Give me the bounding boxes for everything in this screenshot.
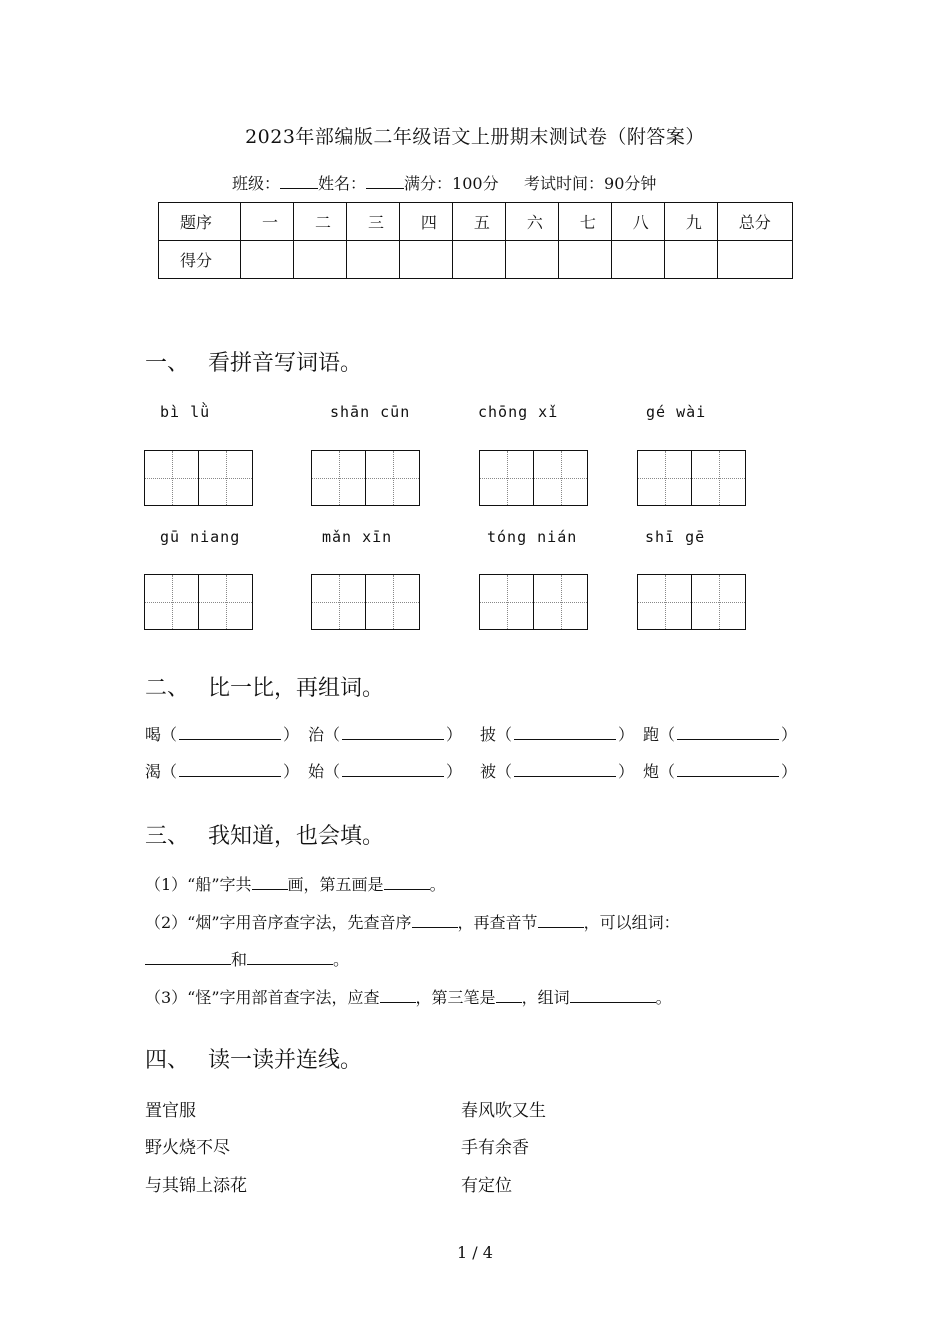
score-row-label: 得分 bbox=[159, 241, 241, 279]
score-header-cell: 三 bbox=[346, 203, 399, 241]
question-text: ，组词 bbox=[521, 988, 570, 1007]
section-1-heading bbox=[145, 346, 362, 377]
compare-item: 渴（ ） bbox=[145, 762, 300, 781]
compare-item: 喝（ ） bbox=[145, 725, 300, 744]
writing-grid[interactable] bbox=[144, 574, 253, 630]
writing-grid[interactable] bbox=[311, 574, 420, 630]
answer-blank[interactable] bbox=[179, 762, 281, 777]
score-cell[interactable] bbox=[241, 241, 294, 279]
score-table-header-row bbox=[159, 203, 793, 241]
question-text: （2）“烟”字用音序查字法，先查音序 bbox=[145, 913, 412, 932]
pinyin-label: shān cūn bbox=[330, 403, 411, 421]
answer-blank[interactable] bbox=[514, 725, 616, 740]
score-header-cell: 六 bbox=[505, 203, 558, 241]
section-number: 三、 bbox=[145, 824, 190, 849]
section-title: 我知道，也会填。 bbox=[208, 824, 385, 849]
match-right-item[interactable]: 手有余香 bbox=[461, 1138, 529, 1158]
answer-blank[interactable] bbox=[179, 725, 281, 740]
question-text: 。 bbox=[655, 988, 672, 1007]
writing-grid[interactable] bbox=[479, 574, 588, 630]
question-text: 和 bbox=[231, 950, 248, 969]
section-title: 看拼音写词语。 bbox=[208, 351, 363, 376]
question-text: （1）“船”字共 bbox=[145, 875, 252, 894]
score-header-cell: 五 bbox=[452, 203, 505, 241]
pinyin-label: mǎn xīn bbox=[322, 528, 393, 546]
score-header-cell: 二 bbox=[293, 203, 346, 241]
name-blank[interactable] bbox=[366, 174, 404, 189]
question-text: 。 bbox=[429, 875, 446, 894]
name-label: 姓名： bbox=[318, 174, 367, 193]
writing-grid[interactable] bbox=[637, 450, 746, 506]
question-text: （3）“怪”字用部首查字法，应查 bbox=[145, 988, 380, 1007]
pinyin-label: shī gē bbox=[645, 528, 706, 546]
compare-char: 治 bbox=[308, 725, 325, 744]
exam-info bbox=[232, 171, 656, 194]
question-text: ，再查音节 bbox=[457, 913, 538, 932]
question-text: 画，第五画是 bbox=[287, 875, 384, 894]
section-number: 二、 bbox=[145, 676, 190, 701]
class-blank[interactable] bbox=[280, 174, 318, 189]
answer-blank[interactable] bbox=[514, 762, 616, 777]
compare-item: 炮（ ） bbox=[643, 762, 798, 781]
score-cell[interactable] bbox=[505, 241, 558, 279]
score-cell[interactable] bbox=[717, 241, 792, 279]
compare-char: 跑 bbox=[643, 725, 660, 744]
compare-char: 喝 bbox=[145, 725, 162, 744]
compare-char: 炮 bbox=[643, 762, 660, 781]
pinyin-label: gé wài bbox=[646, 403, 707, 421]
compare-item: 跑（ ） bbox=[643, 725, 798, 744]
answer-blank[interactable] bbox=[677, 725, 779, 740]
score-header-cell: 九 bbox=[664, 203, 717, 241]
match-right-item[interactable]: 春风吹又生 bbox=[461, 1101, 546, 1121]
score-cell[interactable] bbox=[293, 241, 346, 279]
answer-blank[interactable] bbox=[247, 950, 333, 965]
answer-blank[interactable] bbox=[677, 762, 779, 777]
section-title: 比一比，再组词。 bbox=[208, 676, 385, 701]
question-line bbox=[145, 947, 349, 970]
answer-blank[interactable] bbox=[570, 988, 656, 1003]
question-text: ，可以组词： bbox=[583, 913, 680, 932]
compare-char: 披 bbox=[480, 725, 497, 744]
score-cell[interactable] bbox=[664, 241, 717, 279]
compare-item: 治（ ） bbox=[308, 725, 463, 744]
pinyin-label: bì lǜ bbox=[160, 403, 211, 421]
score-header-cell: 八 bbox=[611, 203, 664, 241]
compare-char: 始 bbox=[308, 762, 325, 781]
compare-char: 被 bbox=[480, 762, 497, 781]
score-cell[interactable] bbox=[611, 241, 664, 279]
score-cell[interactable] bbox=[399, 241, 452, 279]
question-line bbox=[145, 910, 680, 933]
score-cell[interactable] bbox=[558, 241, 611, 279]
writing-grid[interactable] bbox=[637, 574, 746, 630]
score-table-score-row bbox=[159, 241, 793, 279]
writing-grid[interactable] bbox=[479, 450, 588, 506]
score-cell[interactable] bbox=[346, 241, 399, 279]
section-4-heading bbox=[145, 1043, 362, 1074]
score-header-cell: 一 bbox=[241, 203, 294, 241]
compare-item: 披（ ） bbox=[480, 725, 635, 744]
compare-char: 渴 bbox=[145, 762, 162, 781]
match-left-item[interactable]: 与其锦上添花 bbox=[145, 1176, 247, 1196]
section-2-heading bbox=[145, 671, 384, 702]
answer-blank[interactable] bbox=[145, 950, 231, 965]
section-number: 一、 bbox=[145, 351, 190, 376]
answer-blank[interactable] bbox=[342, 725, 444, 740]
page-number: 1 / 4 bbox=[457, 1243, 493, 1262]
score-cell[interactable] bbox=[452, 241, 505, 279]
answer-blank[interactable] bbox=[384, 875, 430, 890]
page-title: 2023年部编版二年级语文上册期末测试卷（附答案） bbox=[245, 126, 705, 148]
score-header-cell: 总分 bbox=[717, 203, 792, 241]
pinyin-label: tóng nián bbox=[487, 528, 578, 546]
compare-item: 始（ ） bbox=[308, 762, 463, 781]
question-line bbox=[145, 985, 672, 1008]
answer-blank[interactable] bbox=[342, 762, 444, 777]
question-text: ，第三笔是 bbox=[415, 988, 496, 1007]
class-label: 班级： bbox=[232, 174, 281, 193]
answer-blank[interactable] bbox=[538, 913, 584, 928]
full-score: 满分：100分 bbox=[404, 174, 499, 193]
section-title: 读一读并连线。 bbox=[208, 1048, 363, 1073]
pinyin-label: chōng xǐ bbox=[478, 403, 559, 421]
writing-grid[interactable] bbox=[144, 450, 253, 506]
writing-grid[interactable] bbox=[311, 450, 420, 506]
score-table bbox=[158, 202, 793, 279]
answer-blank[interactable] bbox=[380, 988, 416, 1003]
match-left-item[interactable]: 野火烧不尽 bbox=[145, 1138, 230, 1158]
answer-blank[interactable] bbox=[252, 875, 288, 890]
exam-time: 考试时间：90分钟 bbox=[524, 174, 657, 193]
match-right-item[interactable]: 有定位 bbox=[461, 1176, 512, 1196]
question-text: 。 bbox=[333, 950, 350, 969]
answer-blank[interactable] bbox=[412, 913, 458, 928]
section-number: 四、 bbox=[145, 1048, 190, 1073]
compare-item: 被（ ） bbox=[480, 762, 635, 781]
pinyin-label: gū niang bbox=[160, 528, 241, 546]
section-3-heading bbox=[145, 819, 384, 850]
score-header-cell: 题序 bbox=[159, 203, 241, 241]
score-header-cell: 七 bbox=[558, 203, 611, 241]
question-line bbox=[145, 872, 446, 895]
score-header-cell: 四 bbox=[399, 203, 452, 241]
match-left-item[interactable]: 置官服 bbox=[145, 1101, 196, 1121]
answer-blank[interactable] bbox=[496, 988, 522, 1003]
